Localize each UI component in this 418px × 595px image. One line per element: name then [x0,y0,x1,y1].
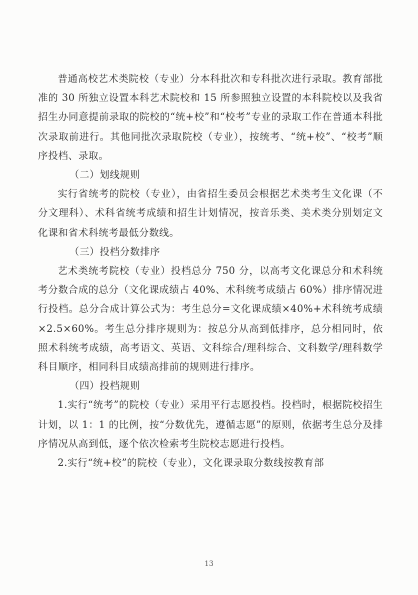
section-heading-cutoff-rules: （二）划线规则 [69,170,141,182]
paragraph-filing-rule-2: 2.实行“统+校”的院校（专业），文化课录取分数线按教育部 [57,458,325,470]
section-heading-filing-rules: （四）投档规则 [69,381,141,393]
paragraph-cutoff-rules: 实行省统考的院校（专业），由省招生委员会根据艺术类考生文化课（不分文理科）、术科省统考成绩和招生计划情况，按音乐类、美术类分别划定文化课和省术科统考最低分数线。 [38,189,383,239]
document-body [38,70,383,473]
paragraph-admission-batches: 普通高校艺术类院校（专业）分本科批次和专科批次进行录取。教育部批准的 30 所独立设置本科艺术院校和 15 所参照独立设置的本科院校以及我省招生办同意提前录取的院校的“统+校”和“校考”专业的录取工作在普通本科批次录取前进行。其他同批次录取院校（专业），按统考、“统+校”、“校考”顺序投档、录取。 [38,74,383,162]
page-number: 13 [204,560,214,568]
paragraph-score-ranking: 艺术类统考院校（专业）投档总分 750 分，以高考文化课总分和术科统考分数合成的总分（文化课成绩占 40%、术科统考成绩占 60%）排序情况进行投档。总分合成计算公式为：考生总分=文化课成绩×40%+术科统考成绩×2.5×60%。考生总分排序规则为：按总分从高到低排序，总分相同时，依照术科统考成绩，高考语文、英语、文科综合/理科综合、文科数学/理科数学科目顺序，相同科目成绩高排前的规则进行排序。 [38,266,383,374]
paragraph-filing-rule-1: 1.实行“统考”的院校（专业）采用平行志愿投档。投档时，根据院校招生计划，以 1：1 的比例，按“分数优先，遵循志愿”的原则，依据考生总分及排序情况从高到低，逐个依次检索考生院校志愿进行投档。 [38,400,383,450]
section-heading-score-ranking: （三）投档分数排序 [69,246,161,258]
